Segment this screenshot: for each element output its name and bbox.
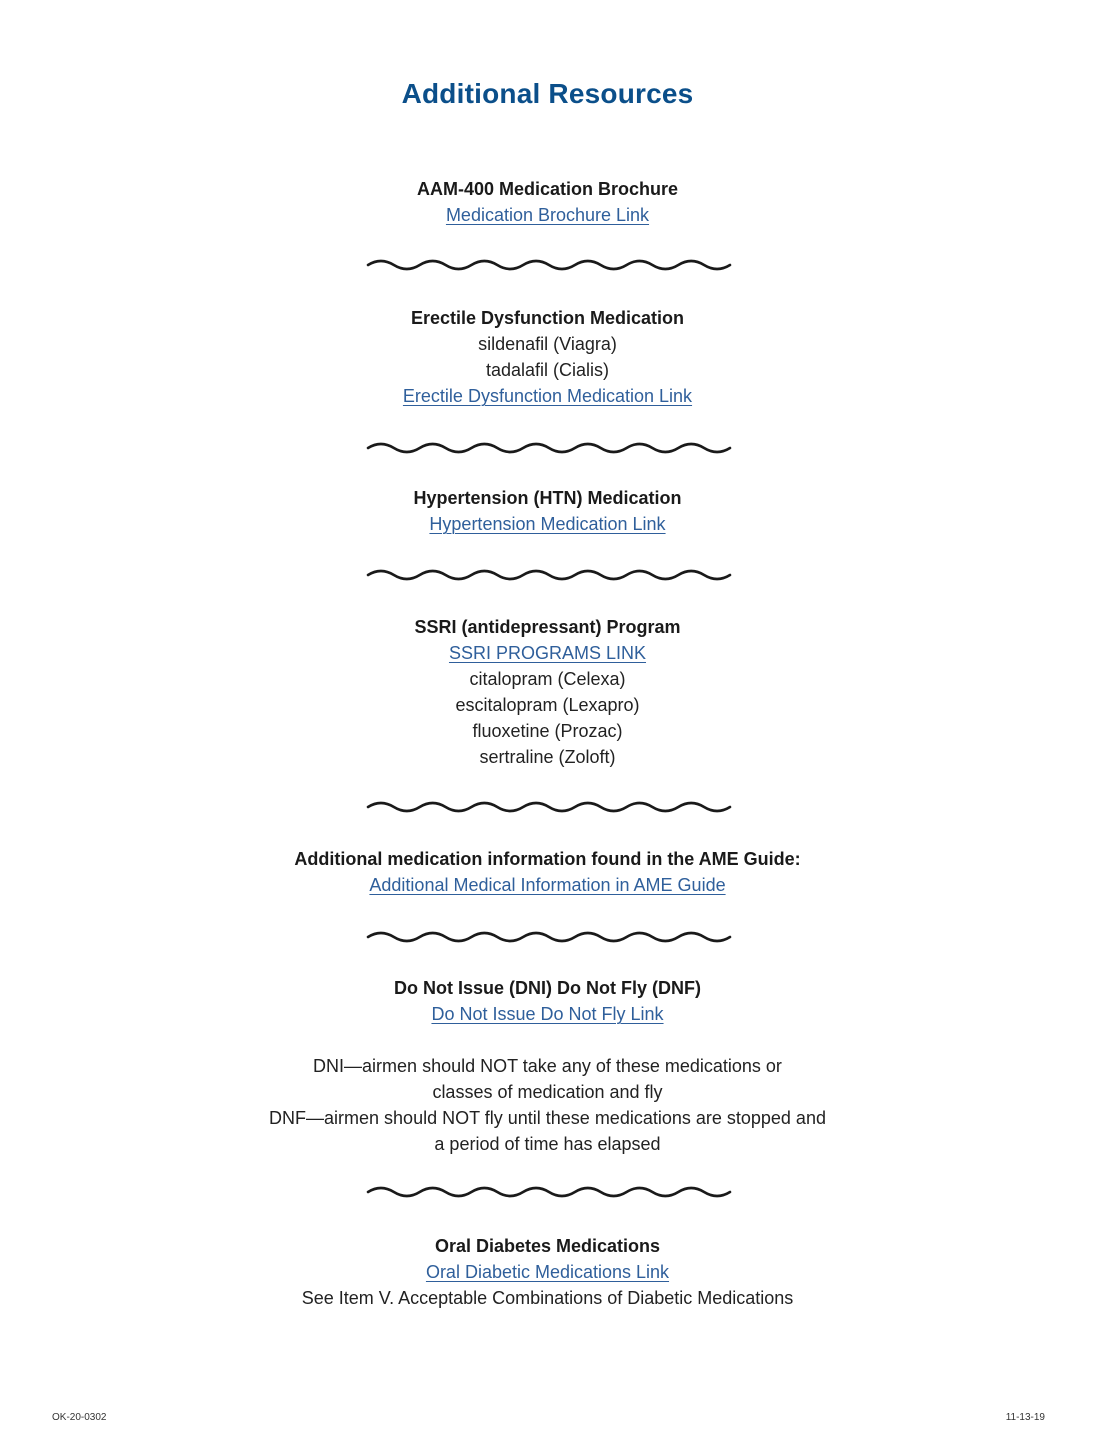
- section-brochure: [0, 176, 1095, 228]
- medication-brochure-link[interactable]: Medication Brochure Link: [445, 205, 650, 225]
- wave-divider: [366, 568, 732, 582]
- wave-divider: [366, 930, 732, 944]
- section-ame-guide: [0, 846, 1095, 898]
- wave-divider: [366, 800, 732, 814]
- section-heading: Additional medication information found in the AME Guide:: [294, 849, 801, 869]
- footer-date: 11-13-19: [1005, 1412, 1045, 1423]
- section-ssri: [0, 614, 1095, 770]
- medication-item: tadalafil (Cialis): [485, 360, 610, 380]
- section-hypertension: [0, 485, 1095, 537]
- section-heading: Oral Diabetes Medications: [434, 1236, 661, 1256]
- section-heading: Hypertension (HTN) Medication: [413, 488, 682, 508]
- hypertension-link[interactable]: Hypertension Medication Link: [429, 514, 666, 534]
- oral-diabetic-medications-link[interactable]: Oral Diabetic Medications Link: [425, 1262, 670, 1282]
- medication-item: fluoxetine (Prozac): [472, 721, 623, 741]
- section-heading: Do Not Issue (DNI) Do Not Fly (DNF): [394, 978, 701, 998]
- dni-description: classes of medication and fly: [432, 1082, 663, 1102]
- medication-item: citalopram (Celexa): [469, 669, 626, 689]
- dnf-description: DNF—airmen should NOT fly until these medications are stopped and: [269, 1108, 826, 1128]
- section-heading: SSRI (antidepressant) Program: [414, 617, 681, 637]
- footer-document-code: OK-20-0302: [52, 1412, 107, 1423]
- section-dni-dnf: [0, 975, 1095, 1157]
- ame-guide-link[interactable]: Additional Medical Information in AME Guide: [369, 875, 726, 895]
- section-heading: AAM-400 Medication Brochure: [416, 179, 679, 199]
- wave-divider: [366, 441, 732, 455]
- wave-divider: [366, 258, 732, 272]
- medication-item: escitalopram (Lexapro): [455, 695, 640, 715]
- diabetes-note: See Item V. Acceptable Combinations of Diabetic Medications: [301, 1288, 794, 1308]
- medication-item: sildenafil (Viagra): [478, 334, 617, 354]
- ssri-programs-link[interactable]: SSRI PROGRAMS LINK: [448, 643, 647, 663]
- dni-description: DNI—airmen should NOT take any of these medications or: [313, 1056, 782, 1076]
- erectile-dysfunction-link[interactable]: Erectile Dysfunction Medication Link: [402, 386, 693, 406]
- do-not-issue-do-not-fly-link[interactable]: Do Not Issue Do Not Fly Link: [431, 1004, 664, 1024]
- page-title: Additional Resources: [401, 78, 694, 109]
- section-oral-diabetes: [0, 1233, 1095, 1311]
- section-erectile-dysfunction: [0, 305, 1095, 409]
- wave-divider: [366, 1185, 732, 1199]
- medication-item: sertraline (Zoloft): [479, 747, 616, 767]
- section-heading: Erectile Dysfunction Medication: [410, 308, 685, 328]
- dnf-description: a period of time has elapsed: [434, 1134, 661, 1154]
